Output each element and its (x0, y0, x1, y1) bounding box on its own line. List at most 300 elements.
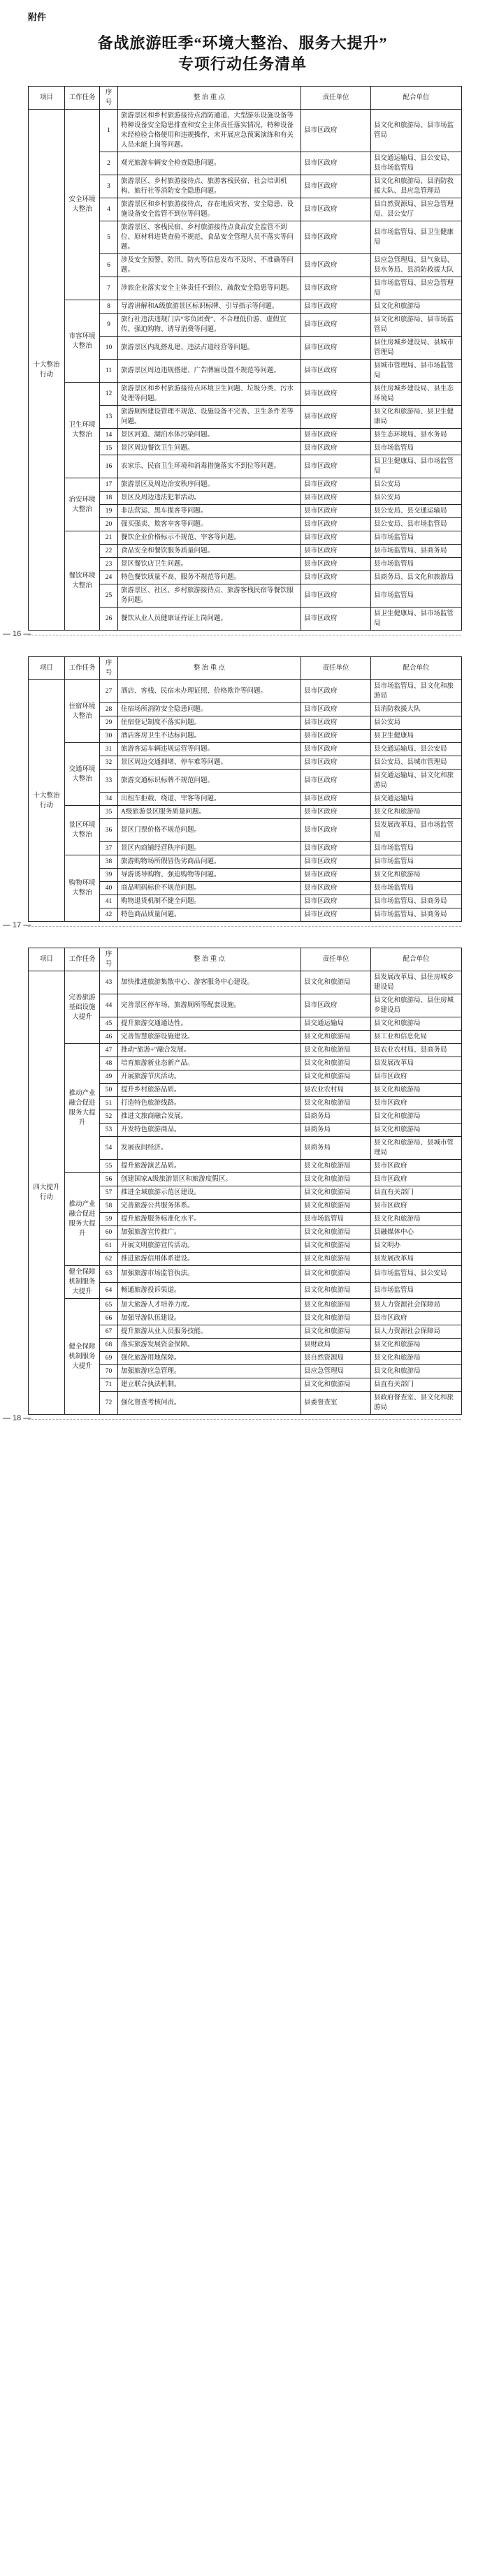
task-table (28, 948, 462, 1415)
lead-unit: 县市区政府 (301, 531, 371, 545)
page-number: — 18 — (3, 1414, 31, 1422)
lead-unit: 县文化和旅游局 (301, 971, 371, 994)
lead-unit: 县商务局 (301, 1137, 371, 1160)
cooperating-unit: 县市场监管局 (371, 1282, 462, 1299)
task-cell: 推动产业融合促进服务大提升 (65, 1044, 100, 1173)
lead-unit: 县市区政府 (301, 337, 371, 360)
cooperating-unit: 县交通运输局、县文化和旅游局 (371, 770, 462, 793)
row-number: 44 (100, 994, 118, 1017)
cooperating-unit: 县公安局、县城市管理局 (371, 756, 462, 770)
lead-unit: 县应急管理局 (301, 1365, 371, 1378)
rectification-point: 建立联合执法机制。 (118, 1378, 301, 1392)
lead-unit: 县文化和旅游局 (301, 1282, 371, 1299)
lead-unit: 县市场监管局 (301, 1213, 371, 1226)
row-number: 62 (100, 1253, 118, 1266)
cooperating-unit: 县市场监管局、县商务局 (371, 908, 462, 922)
lead-unit: 县市区政府 (301, 478, 371, 492)
cooperating-unit: 县市场监管局 (371, 842, 462, 855)
cooperating-unit: 县文化和旅游局、县卫生健康局 (371, 406, 462, 429)
row-number: 13 (100, 406, 118, 429)
cooperating-unit: 县市场监管局 (371, 531, 462, 545)
row-number: 30 (100, 730, 118, 743)
rectification-point: 创建国家A级旅游景区和旅游度假区。 (118, 1173, 301, 1186)
rectification-point: 涉及安全预警、防汛、防火等信息发布不及时、不准确等问题。 (118, 254, 301, 277)
cooperating-unit: 县文化和旅游局、县市场监管局 (371, 110, 462, 152)
table-row (29, 1044, 462, 1057)
page-break (3, 630, 461, 652)
rectification-point: 畅通旅游投诉渠道。 (118, 1282, 301, 1299)
item-cell: 十大整治行动 (29, 110, 65, 631)
lead-unit: 县市区政府 (301, 545, 371, 558)
cooperating-unit: 县市场监管局 (371, 584, 462, 608)
row-number: 5 (100, 221, 118, 254)
cooperating-unit: 县公安局 (371, 492, 462, 505)
row-number: 51 (100, 1097, 118, 1110)
rectification-point: 住宿登记制度不落实问题。 (118, 716, 301, 730)
table-row (29, 1299, 462, 1312)
lead-unit: 县文化和旅游局 (301, 1253, 371, 1266)
row-number: 64 (100, 1282, 118, 1299)
lead-unit: 县市区政府 (301, 360, 371, 383)
lead-unit: 县市区政府 (301, 518, 371, 531)
lead-unit: 县文化和旅游局 (301, 1097, 371, 1110)
row-number: 57 (100, 1186, 118, 1200)
rectification-point: 景区及周边违法犯罪活动。 (118, 492, 301, 505)
row-number: 58 (100, 1200, 118, 1213)
lead-unit: 县市区政府 (301, 869, 371, 882)
rectification-point: 完善智慧旅游设施建设。 (118, 1031, 301, 1044)
cooperating-unit: 县文化和旅游局、县市场监管局 (371, 314, 462, 337)
row-number: 45 (100, 1017, 118, 1031)
page-break (3, 1414, 461, 1436)
cooperating-unit: 县文化和旅游局 (371, 1213, 462, 1226)
row-number: 54 (100, 1137, 118, 1160)
lead-unit: 县市区政府 (301, 406, 371, 429)
cooperating-unit: 县卫生健康局、县市场监管局 (371, 455, 462, 478)
table-row (29, 110, 462, 152)
rectification-point: 旅游购物场所假冒伪劣商品问题。 (118, 855, 301, 869)
cooperating-unit: 县商务局、县文化和旅游局 (371, 571, 462, 584)
rectification-point: 特色餐饮质量不高、服务不规范等问题。 (118, 571, 301, 584)
row-number: 68 (100, 1339, 118, 1352)
lead-unit: 县市区政府 (301, 175, 371, 198)
rectification-point: 旅游景区、客栈民宿、乡村旅游接待点食品安全监管不到位、原材料进货查验不规范、食品安全管理人员不落实等问题。 (118, 221, 301, 254)
cooperating-unit: 县公安局、县市场监管局 (371, 518, 462, 531)
lead-unit: 县文化和旅游局 (301, 1173, 371, 1186)
row-number: 34 (100, 793, 118, 806)
row-number: 11 (100, 360, 118, 383)
row-number: 8 (100, 300, 118, 314)
lead-unit: 县市区政府 (301, 908, 371, 922)
rectification-point: 旅游景区内乱搭乱建、违法占道经营等问题。 (118, 337, 301, 360)
task-cell: 住宿环境大整治 (65, 680, 100, 743)
rectification-point: 旅游客运车辆违规运营等问题。 (118, 743, 301, 756)
rectification-point: 涉旅企业落实安全主体责任不到位，疏散安全隐患等问题。 (118, 277, 301, 300)
cooperating-unit: 县文化和旅游局 (371, 869, 462, 882)
row-number: 31 (100, 743, 118, 756)
rectification-point: 提升旅游交通通达性。 (118, 1017, 301, 1031)
cooperating-unit: 县自然资源局、县应急管理局、县公安厅 (371, 198, 462, 221)
row-number: 26 (100, 608, 118, 631)
row-number: 53 (100, 1124, 118, 1137)
row-number: 60 (100, 1226, 118, 1239)
task-cell: 购物环境大整治 (65, 855, 100, 922)
lead-unit: 县文化和旅游局 (301, 1299, 371, 1312)
header-co: 配合单位 (371, 87, 462, 110)
cooperating-unit: 县生态环境局、县水务局 (371, 429, 462, 442)
rectification-point: 推进文旅商融合发展。 (118, 1110, 301, 1124)
cooperating-unit: 县市场监管局 (371, 442, 462, 455)
table-row (29, 1173, 462, 1186)
row-number: 33 (100, 770, 118, 793)
lead-unit: 县市区政府 (301, 994, 371, 1017)
header-item: 项目 (29, 948, 65, 971)
lead-unit: 县市区政府 (301, 716, 371, 730)
lead-unit: 县市区政府 (301, 743, 371, 756)
row-number: 61 (100, 1239, 118, 1253)
rectification-point: 提升旅游从业人员服务技能。 (118, 1325, 301, 1339)
cooperating-unit: 县人力资源社会保障局 (371, 1325, 462, 1339)
rectification-point: 导游讲解和A级旅游景区标识标牌、引导指示等问题。 (118, 300, 301, 314)
lead-unit: 县市区政府 (301, 882, 371, 895)
cooperating-unit: 县发展改革局 (371, 1253, 462, 1266)
page-number: — 17 — (3, 921, 31, 929)
rectification-point: 导游诱导购物、强迫购物等问题。 (118, 869, 301, 882)
rectification-point: 强化督查考核问责。 (118, 1392, 301, 1415)
row-number: 19 (100, 505, 118, 518)
lead-unit: 县市区政府 (301, 703, 371, 716)
task-table (28, 86, 462, 631)
row-number: 43 (100, 971, 118, 994)
lead-unit: 县市区政府 (301, 584, 371, 608)
lead-unit: 县文化和旅游局 (301, 1266, 371, 1283)
lead-unit: 县市区政府 (301, 492, 371, 505)
cooperating-unit: 县文化和旅游局 (371, 300, 462, 314)
header-co: 配合单位 (371, 948, 462, 971)
cooperating-unit: 县住房城乡建设局、县生态环境局 (371, 383, 462, 406)
rectification-point: 旅游景区和乡村旅游接待点消防通道、大型游乐设施设备等特种设备安全隐患排查和安全主体责任落实情况，特种设备未经检验合格使用和违规操作，未开展应急预案演练和有关人员未能上岗等问题。 (118, 110, 301, 152)
row-number: 4 (100, 198, 118, 221)
lead-unit: 县市区政府 (301, 730, 371, 743)
rectification-point: 提升乡村旅游品质。 (118, 1084, 301, 1097)
rectification-point: 开发特色旅游商品。 (118, 1124, 301, 1137)
cooperating-unit: 县文化和旅游局 (371, 1110, 462, 1124)
rectification-point: 推进全域旅游示范区建设。 (118, 1186, 301, 1200)
header-no: 序号 (100, 657, 118, 680)
table-header-row (29, 948, 462, 971)
cooperating-unit: 县政府督查室、县文化和旅游局 (371, 1392, 462, 1415)
lead-unit: 县文化和旅游局 (301, 1325, 371, 1339)
cooperating-unit: 县市区政府 (371, 1160, 462, 1173)
rectification-point: 旅游厕所建设管理不规范、设施设备不完善、卫生条件差等问题。 (118, 406, 301, 429)
cooperating-unit: 县文化和旅游局 (371, 1365, 462, 1378)
row-number: 17 (100, 478, 118, 492)
cooperating-unit: 县文化和旅游局 (371, 1339, 462, 1352)
row-number: 41 (100, 895, 118, 908)
table-row (29, 1266, 462, 1283)
rectification-point: 酒店、客栈、民宿未办理证照、价格欺诈等问题。 (118, 680, 301, 703)
rectification-point: 完善景区停车场、旅游厕所等配套设施。 (118, 994, 301, 1017)
cooperating-unit: 县市场监管局 (371, 558, 462, 571)
table-header-row (29, 657, 462, 680)
header-task: 工作任务 (65, 87, 100, 110)
row-number: 2 (100, 152, 118, 175)
rectification-point: 旅游交通标识标牌不规范问题。 (118, 770, 301, 793)
lead-unit: 县农业农村局 (301, 1084, 371, 1097)
lead-unit: 县市区政府 (301, 855, 371, 869)
task-cell: 推动产业融合促进服务大提升 (65, 1173, 100, 1266)
row-number: 66 (100, 1312, 118, 1325)
lead-unit: 县文化和旅游局 (301, 1312, 371, 1325)
rectification-point: 非法营运、黑车揽客等问题。 (118, 505, 301, 518)
cooperating-unit: 县应急管理局、县气象局、县水务局、县消防救援大队 (371, 254, 462, 277)
cooperating-unit: 县市场监管局、县应急管理局 (371, 277, 462, 300)
cooperating-unit: 县文化和旅游局 (371, 1084, 462, 1097)
task-cell: 交通环境大整治 (65, 743, 100, 806)
rectification-point: 食品安全和餐饮服务质量问题。 (118, 545, 301, 558)
title-line-1: 备战旅游旺季“环境大整治、服务大提升” (97, 34, 388, 52)
lead-unit: 县市区政府 (301, 571, 371, 584)
rectification-point: 商品明码标价不规范问题。 (118, 882, 301, 895)
rectification-point: 开展文明旅游宣传活动。 (118, 1239, 301, 1253)
row-number: 42 (100, 908, 118, 922)
lead-unit: 县市区政府 (301, 756, 371, 770)
cooperating-unit: 县发展改革局 (371, 1057, 462, 1070)
cooperating-unit: 县交通运输局、县公安局、县市场监管局 (371, 152, 462, 175)
rectification-point: 提升旅游服务标准化水平。 (118, 1213, 301, 1226)
rectification-point: 发展夜间经济。 (118, 1137, 301, 1160)
row-number: 3 (100, 175, 118, 198)
rectification-point: 住宿场所消防安全隐患问题。 (118, 703, 301, 716)
table-row (29, 300, 462, 314)
header-point: 整 治 重 点 (118, 657, 301, 680)
lead-unit: 县市区政府 (301, 505, 371, 518)
lead-unit: 县商务局 (301, 1124, 371, 1137)
cooperating-unit: 县城市管理局、县市场监管局 (371, 360, 462, 383)
table-row (29, 971, 462, 994)
lead-unit: 县文化和旅游局 (301, 1031, 371, 1044)
header-task: 工作任务 (65, 657, 100, 680)
task-cell: 健全保障机制服务大提升 (65, 1299, 100, 1415)
lead-unit: 县自然资源局 (301, 1352, 371, 1365)
task-cell: 健全保障机制服务大提升 (65, 1266, 100, 1299)
row-number: 21 (100, 531, 118, 545)
row-number: 70 (100, 1365, 118, 1378)
cooperating-unit: 县市场监管局、县卫生健康局 (371, 221, 462, 254)
row-number: 20 (100, 518, 118, 531)
rectification-point: 旅行社违法违规门店“零负团费”、不合理低价游、虚假宣传、强迫购物、诱导消费等问题。 (118, 314, 301, 337)
row-number: 10 (100, 337, 118, 360)
lead-unit: 县市区政府 (301, 383, 371, 406)
cooperating-unit: 县公安局、县交通运输局 (371, 505, 462, 518)
rectification-point: 加强旅游市场监管执法。 (118, 1266, 301, 1283)
lead-unit: 县市区政府 (301, 277, 371, 300)
page-break (3, 921, 461, 943)
row-number: 32 (100, 756, 118, 770)
cooperating-unit: 县公安局 (371, 716, 462, 730)
cooperating-unit: 县市场监管局、县公安局 (371, 1266, 462, 1283)
cooperating-unit: 县市区政府 (371, 1097, 462, 1110)
cooperating-unit: 县直有关部门 (371, 1378, 462, 1392)
row-number: 47 (100, 1044, 118, 1057)
table-header-row (29, 87, 462, 110)
row-number: 59 (100, 1213, 118, 1226)
header-no: 序号 (100, 87, 118, 110)
rectification-point: 观光旅游车辆安全检查隐患问题。 (118, 152, 301, 175)
row-number: 1 (100, 110, 118, 152)
row-number: 12 (100, 383, 118, 406)
row-number: 48 (100, 1057, 118, 1070)
row-number: 22 (100, 545, 118, 558)
task-cell: 治安环境大整治 (65, 478, 100, 531)
row-number: 14 (100, 429, 118, 442)
rectification-point: 旅游景区和乡村旅游接待点，存在地质灾害、安全隐患、设施设备安全监管不到位等问题。 (118, 198, 301, 221)
rectification-point: 落实旅游发展资金保障。 (118, 1339, 301, 1352)
rectification-point: 加快推进旅游集散中心、游客服务中心建设。 (118, 971, 301, 994)
lead-unit: 县文化和旅游局 (301, 1057, 371, 1070)
cooperating-unit: 县市场监管局、县商务局 (371, 895, 462, 908)
row-number: 37 (100, 842, 118, 855)
cooperating-unit: 县人力资源社会保障局 (371, 1299, 462, 1312)
rectification-point: 景区门票价格不规范问题。 (118, 819, 301, 842)
task-cell: 景区环境大整治 (65, 806, 100, 855)
cooperating-unit: 县文化和旅游局 (371, 806, 462, 819)
item-cell: 四大提升行动 (29, 971, 65, 1415)
task-cell: 市容环境大整治 (65, 300, 100, 383)
rectification-point: 餐饮从业人员健康证持证上岗问题。 (118, 608, 301, 631)
header-co: 配合单位 (371, 657, 462, 680)
lead-unit: 县委督查室 (301, 1392, 371, 1415)
row-number: 15 (100, 442, 118, 455)
rectification-point: 旅游景区和乡村旅游接待点环境卫生问题、垃圾分类、污水处理等问题。 (118, 383, 301, 406)
rectification-point: 加强旅游宣传推广。 (118, 1226, 301, 1239)
lead-unit: 县市区政府 (301, 442, 371, 455)
cooperating-unit: 县融媒体中心 (371, 1226, 462, 1239)
lead-unit: 县文化和旅游局 (301, 1239, 371, 1253)
rectification-point: 加强导游队伍建设。 (118, 1312, 301, 1325)
lead-unit: 县市区政府 (301, 842, 371, 855)
cooperating-unit: 县文化和旅游局、县消防救援大队、县应急管理局 (371, 175, 462, 198)
table-row (29, 680, 462, 703)
cooperating-unit: 县市场监管局 (371, 855, 462, 869)
lead-unit: 县文化和旅游局 (301, 1044, 371, 1057)
item-cell: 十大整治行动 (29, 680, 65, 922)
table-row (29, 743, 462, 756)
row-number: 28 (100, 703, 118, 716)
row-number: 36 (100, 819, 118, 842)
task-cell: 卫生环境大整治 (65, 383, 100, 478)
lead-unit: 县市区政府 (301, 314, 371, 337)
lead-unit: 县市区政府 (301, 110, 371, 152)
document-title (0, 33, 485, 75)
table-row (29, 478, 462, 492)
lead-unit: 县文化和旅游局 (301, 1160, 371, 1173)
cooperating-unit: 县直有关部门 (371, 1186, 462, 1200)
rectification-point: 景区餐饮店卫生问题。 (118, 558, 301, 571)
rectification-point: 旅游景区周边违规搭建、广告牌匾设置不规范等问题。 (118, 360, 301, 383)
page-number: — 16 — (3, 630, 31, 638)
row-number: 39 (100, 869, 118, 882)
cooperating-unit: 县消防救援大队 (371, 703, 462, 716)
lead-unit: 县文化和旅游局 (301, 1186, 371, 1200)
row-number: 38 (100, 855, 118, 869)
header-lead: 责任单位 (301, 948, 371, 971)
cooperating-unit: 县交通运输局、县公安局 (371, 743, 462, 756)
rectification-point: 特色商品质量问题。 (118, 908, 301, 922)
row-number: 56 (100, 1173, 118, 1186)
row-number: 40 (100, 882, 118, 895)
row-number: 72 (100, 1392, 118, 1415)
row-number: 35 (100, 806, 118, 819)
rectification-point: 培育旅游新业态新产品。 (118, 1057, 301, 1070)
cooperating-unit: 县发展改革局、县市场监管局 (371, 819, 462, 842)
rectification-point: 景区周边交通拥堵、停车难等问题。 (118, 756, 301, 770)
cooperating-unit: 县住房城乡建设局、县城市管理局 (371, 337, 462, 360)
cooperating-unit: 县发展改革局、县住房城乡建设局 (371, 971, 462, 994)
row-number: 63 (100, 1266, 118, 1283)
row-number: 24 (100, 571, 118, 584)
rectification-point: 购物退货机制不健全问题。 (118, 895, 301, 908)
cooperating-unit: 县交通运输局 (371, 793, 462, 806)
task-cell: 安全环境大整治 (65, 110, 100, 300)
row-number: 9 (100, 314, 118, 337)
lead-unit: 县文化和旅游局 (301, 1200, 371, 1213)
lead-unit: 县市区政府 (301, 221, 371, 254)
row-number: 52 (100, 1110, 118, 1124)
lead-unit: 县市区政府 (301, 300, 371, 314)
lead-unit: 县市区政府 (301, 558, 371, 571)
row-number: 69 (100, 1352, 118, 1365)
rectification-point: 酒店客房卫生不达标问题。 (118, 730, 301, 743)
cooperating-unit: 县文化和旅游局、县住房城乡建设局 (371, 994, 462, 1017)
rectification-point: 景区河道、湖泊水体污染问题。 (118, 429, 301, 442)
lead-unit: 县文化和旅游局 (301, 1070, 371, 1084)
task-table (28, 656, 462, 922)
rectification-point: 景区周边餐饮卫生问题。 (118, 442, 301, 455)
cooperating-unit: 县工业和信息化局 (371, 1031, 462, 1044)
cooperating-unit: 县农业农村局、县商务局 (371, 1044, 462, 1057)
cooperating-unit: 县文化和旅游局 (371, 1017, 462, 1031)
row-number: 18 (100, 492, 118, 505)
lead-unit: 县市区政府 (301, 152, 371, 175)
lead-unit: 县市区政府 (301, 806, 371, 819)
lead-unit: 县市区政府 (301, 680, 371, 703)
cooperating-unit: 县公安局 (371, 478, 462, 492)
lead-unit: 县市区政府 (301, 819, 371, 842)
lead-unit: 县市区政府 (301, 455, 371, 478)
rectification-point: 农家乐、民宿卫生环境和消毒措施落实不到位等问题。 (118, 455, 301, 478)
header-task: 工作任务 (65, 948, 100, 971)
header-no: 序号 (100, 948, 118, 971)
cooperating-unit: 县文化和旅游局、县城市管理局 (371, 1137, 462, 1160)
row-number: 49 (100, 1070, 118, 1084)
lead-unit: 县文化和旅游局 (301, 1378, 371, 1392)
task-cell: 餐饮环境大整治 (65, 531, 100, 631)
cooperating-unit: 县市场监管局、县文化和旅游局 (371, 680, 462, 703)
title-line-2: 专项行动任务清单 (178, 55, 307, 73)
annex-label: 附件 (28, 12, 47, 22)
header-lead: 责任单位 (301, 87, 371, 110)
cooperating-unit: 县市区政府 (371, 1312, 462, 1325)
cooperating-unit: 县文化和旅游局 (371, 1124, 462, 1137)
row-number: 6 (100, 254, 118, 277)
lead-unit: 县市区政府 (301, 198, 371, 221)
row-number: 55 (100, 1160, 118, 1173)
lead-unit: 县市区政府 (301, 793, 371, 806)
cooperating-unit: 县市区政府 (371, 1200, 462, 1213)
lead-unit: 县市区政府 (301, 254, 371, 277)
header-item: 项目 (29, 87, 65, 110)
